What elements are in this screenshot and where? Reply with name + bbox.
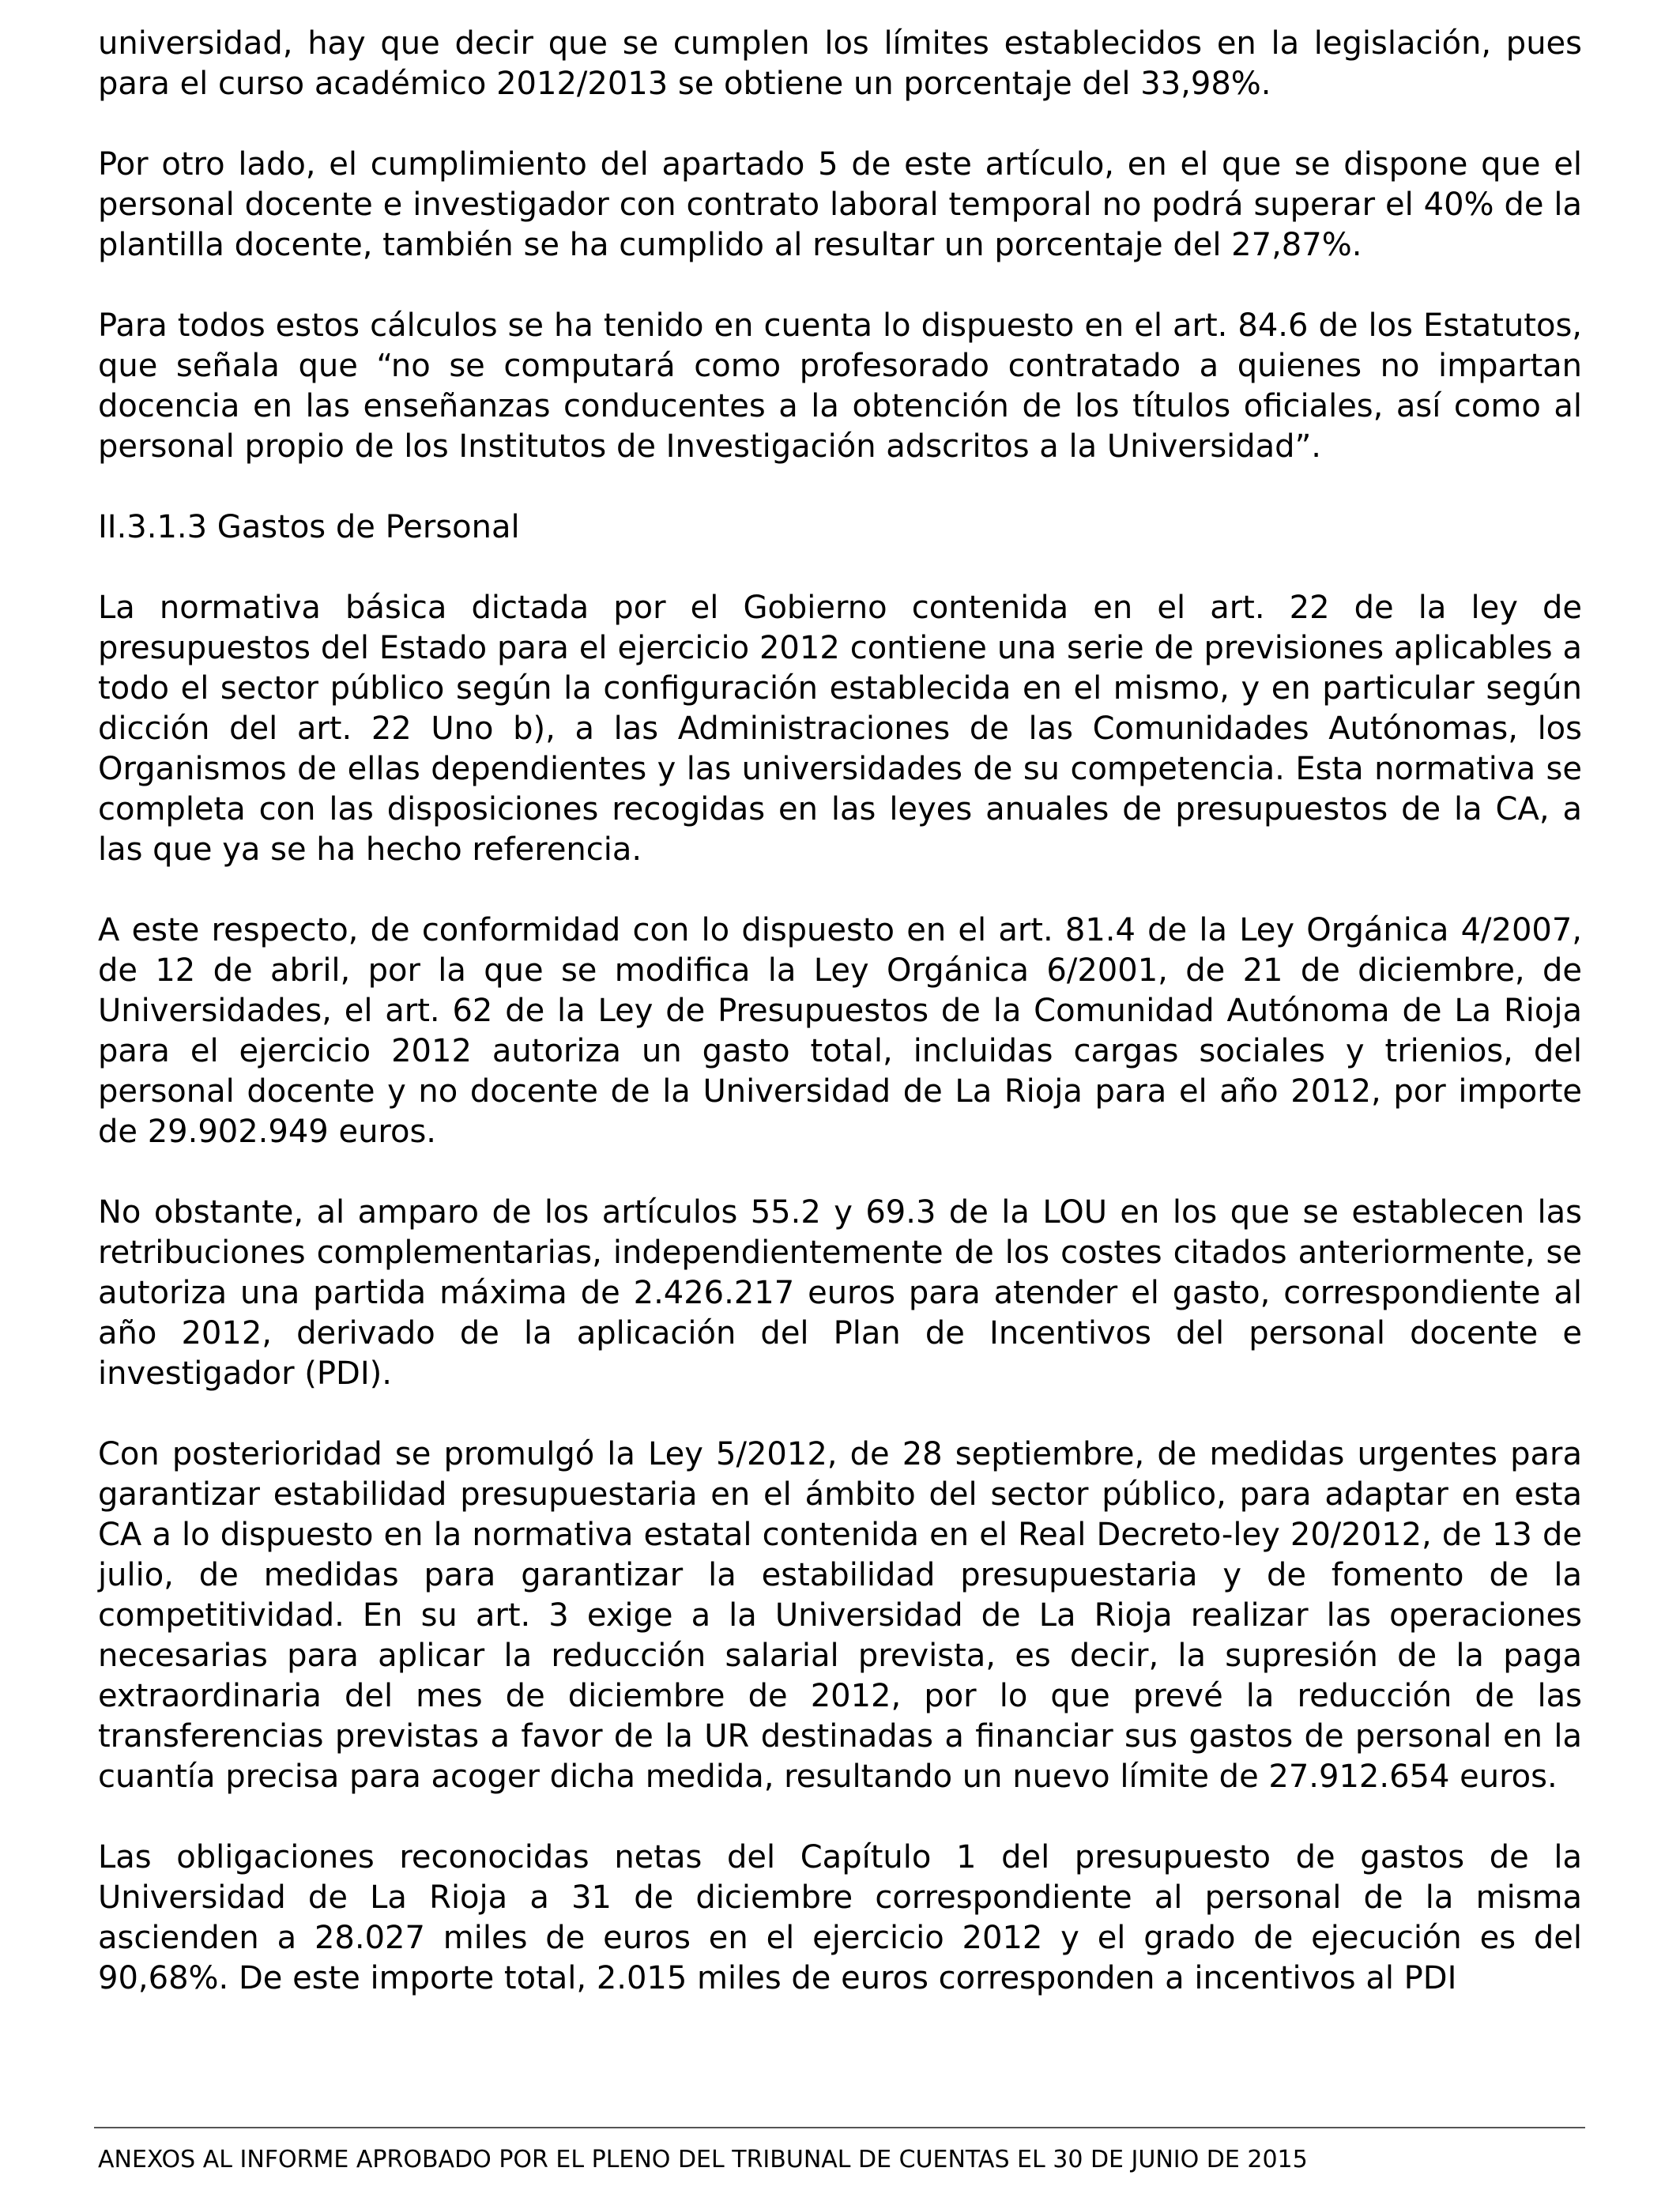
paragraph-temporary-staff: Por otro lado, el cumplimiento del apartado 5 de este artículo, en el que se dispone que el personal docente e investigador con contrato laboral temporal no podrá superar el 40% de la plantilla docente, también se ha cumplido al resultar un porcentaje del 27,87%. [98,146,1582,263]
paragraph-authorized-expense: A este respecto, de conformidad con lo dispuesto en el art. 81.4 de la Ley Orgánica 4/2007, de 12 de abril, por la que se modifica la Ley Orgánica 6/2001, de 21 de diciembre, de Universidades, el art. 62 de la Ley de Presupuestos de la Comunidad Autónoma de La Rioja para el ejercicio 2012 autoriza un gasto total, incluidas cargas sociales y trienios, del personal docente y no docente de la Universidad de La Rioja para el año 2012, por importe de 29.902.949 euros. [98,912,1582,1150]
paragraph-statutes: Para todos estos cálculos se ha tenido en cuenta lo dispuesto en el art. 84.6 de los Estatutos, que señala que “no se computará como profesorado contratado a quienes no impartan docencia en las enseñanzas conducentes a la obtención de los títulos oficiales, así como al personal propio de los Institutos de Investigación adscritos a la Universidad”. [98,307,1582,465]
paragraph-net-obligations: Las obligaciones reconocidas netas del Capítulo 1 del presupuesto de gastos de la Universidad de La Rioja a 31 de diciembre correspondiente al personal de la misma ascienden a 28.027 miles de euros en el ejercicio 2012 y el grado de ejecución es del 90,68%. De este importe total, 2.015 miles de euros corresponden a incentivos al PDI [98,1839,1582,1996]
paragraph-percentage-limits: universidad, hay que decir que se cumplen los límites establecidos en la legislación, pues para el curso académico 2012/2013 se obtiene un porcentaje del 33,98%. [98,25,1582,102]
paragraph-basic-regulation: La normativa básica dictada por el Gobierno contenida en el art. 22 de la ley de presupuestos del Estado para el ejercicio 2012 contiene una serie de previsiones aplicables a todo el sector público según la configuración establecida en el mismo, y en particular según dicción del art. 22 Uno b), a las Administraciones de las Comunidades Autónomas, los Organismos de ellas dependientes y las universidades de su competencia. Esta normativa se completa con las disposiciones recogidas en las leyes anuales de presupuestos de la CA, a las que ya se ha hecho referencia. [98,590,1582,868]
section-heading: II.3.1.3 Gastos de Personal [98,509,520,545]
page-footer: ANEXOS AL INFORME APROBADO POR EL PLENO DEL TRIBUNAL DE CUENTAS EL 30 DE JUNIO DE 2015 [98,2146,1308,2173]
document-body [98,24,1582,2039]
paragraph-salary-reduction: Con posterioridad se promulgó la Ley 5/2012, de 28 septiembre, de medidas urgentes para garantizar estabilidad presupuestaria en el ámbito del sector público, para adaptar en esta CA a lo dispuesto en la normativa estatal contenida en el Real Decreto-ley 20/2012, de 13 de julio, de medidas para garantizar la estabilidad presupuestaria y de fomento de la competitividad. En su art. 3 exige a la Universidad de La Rioja realizar las operaciones necesarias para aplicar la reducción salarial prevista, es decir, la supresión de la paga extraordinaria del mes de diciembre de 2012, por lo que prevé la reducción de las transferencias previstas a favor de la UR destinadas a financiar sus gastos de personal en la cuantía precisa para acoger dicha medida, resultando un nuevo límite de 27.912.654 euros. [98,1436,1582,1795]
footer-divider [94,2127,1585,2128]
paragraph-incentive-plan: No obstante, al amparo de los artículos 55.2 y 69.3 de la LOU en los que se establecen las retribuciones complementarias, independientemente de los costes citados anteriormente, se autoriza una partida máxima de 2.426.217 euros para atender el gasto, correspondiente al año 2012, derivado de la aplicación del Plan de Incentivos del personal docente e investigador (PDI). [98,1194,1582,1392]
